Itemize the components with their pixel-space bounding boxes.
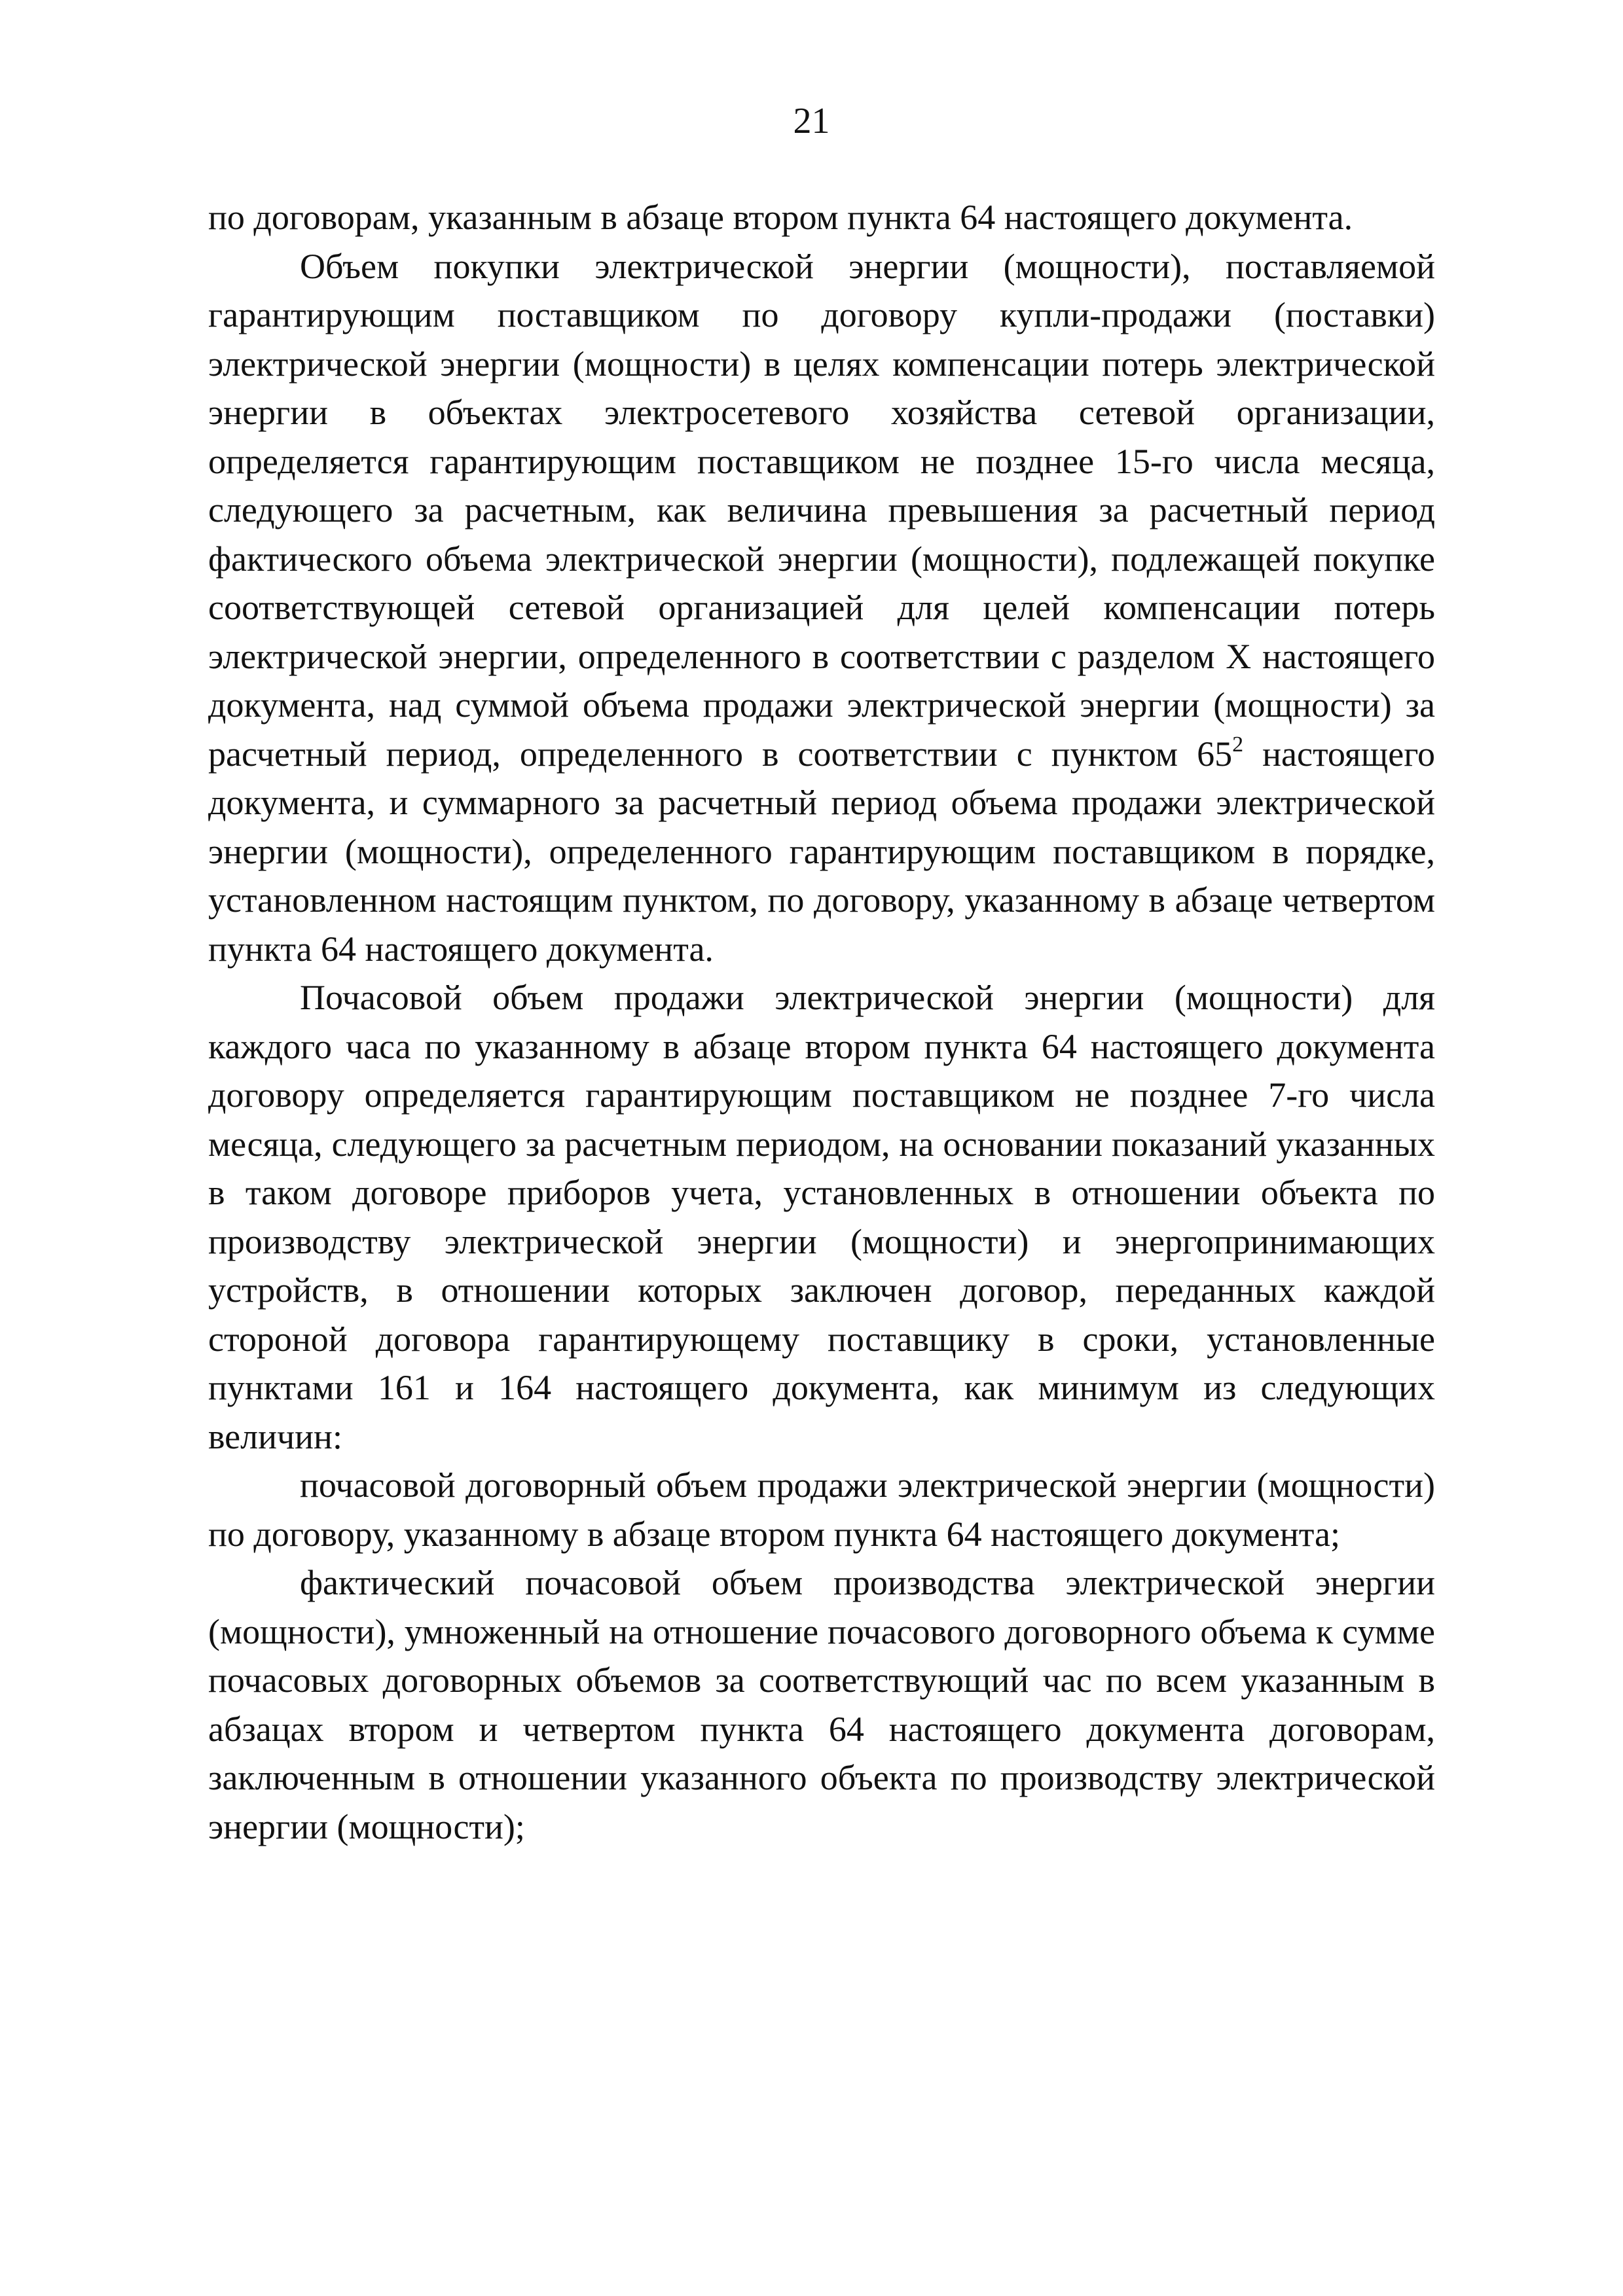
paragraph-continuation: по договорам, указанным в абзаце втором пункта 64 настоящего документа. (208, 198, 1353, 237)
paragraph-list-item-contract-volume: почасовой договорный объем продажи электрической энергии (мощности) по договору, указанному в абзаце втором пункта 64 настоящего документа; (208, 1465, 1435, 1554)
page-number: 21 (793, 101, 830, 141)
paragraph-text-part: Объем покупки электрической энергии (мощности), поставляемой гарантирующим поставщиком по договору купли-продажи (поставки) электрической энергии (мощности) в целях компенсации потерь электрической энергии в объектах электросетевого хозяйства сетевой организации, определяется гарантирующим поставщиком не позднее 15-го числа месяца, следующего за расчетным, как величина превышения за расчетный период фактического объема электрической энергии (мощности), подлежащей покупке соответствующей сетевой организацией для целей компенсации потерь электрической энергии, определенного в соответствии с разделом X настоящего документа, над суммой объема продажи электрической энергии (мощности) за расчетный период, определенного в соответствии с пунктом 65 (208, 246, 1435, 774)
paragraph-list-item-actual-volume: фактический почасовой объем производства электрической энергии (мощности), умноженный на отношение почасового договорного объема к сумме почасовых договорных объемов за соответствующий час по всем указанным в абзацах втором и четвертом пункта 64 настоящего документа договорам, заключенным в отношении указанного объекта по производству электрической энергии (мощности); (208, 1563, 1435, 1846)
superscript-index: 2 (1232, 732, 1244, 757)
paragraph-loss-compensation-volume (208, 242, 1435, 974)
paragraph-hourly-sales-volume: Почасовой объем продажи электрической энергии (мощности) для каждого часа по указанному в абзаце втором пункта 64 настоящего документа договору определяется гарантирующим поставщиком не позднее 7-го числа месяца, следующего за расчетным периодом, на основании показаний указанных в таком договоре приборов учета, установленных в отношении объекта по производству электрической энергии (мощности) и энергопринимающих устройств, в отношении которых заключен договор, переданных каждой стороной договора гарантирующему поставщику в сроки, установленные пунктами 161 и 164 настоящего документа, как минимум из следующих величин: (208, 978, 1435, 1456)
paragraph-text-part: настоящего документа, и суммарного за расчетный период объема продажи электрической энергии (мощности), определенного гарантирующим поставщиком в порядке, установленном настоящим пунктом, по договору, указанному в абзаце четвертом пункта 64 настоящего документа. (208, 734, 1436, 969)
document-body (208, 193, 1435, 1851)
